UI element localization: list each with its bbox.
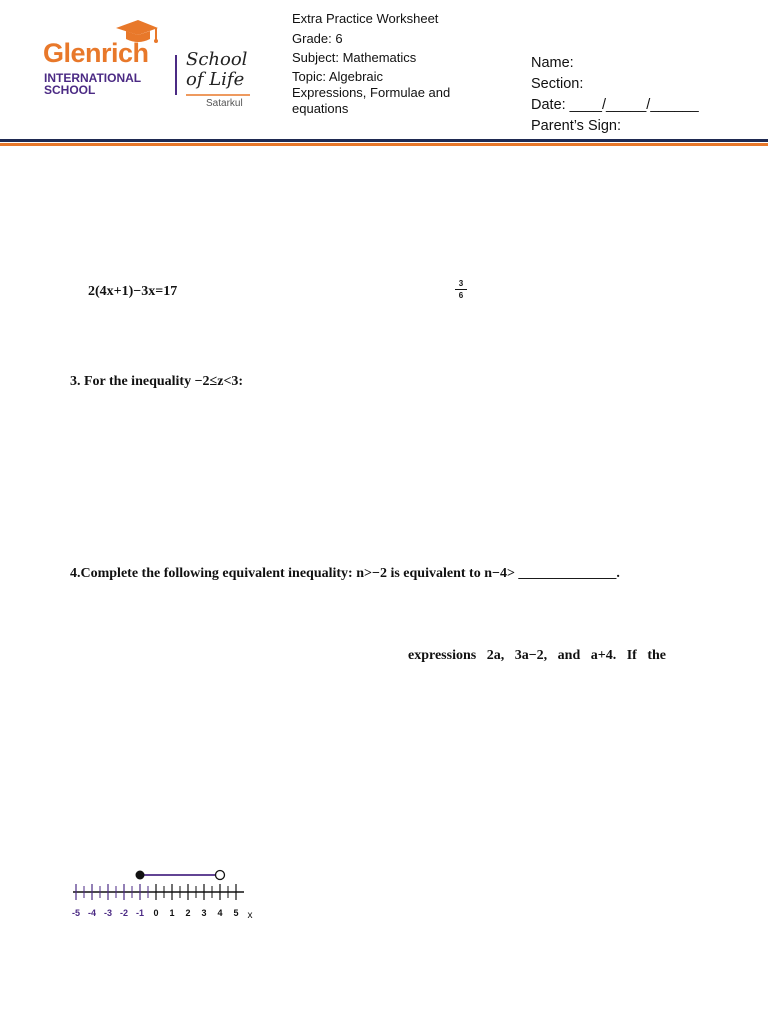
logo-divider [175,55,177,95]
number-line [66,862,266,924]
name-field: Name: [531,55,574,71]
fraction-numerator: 3 [458,279,464,288]
topic-line2: Expressions, Formulae and [292,85,451,100]
logo-brand-name: Glenrich [43,38,149,68]
topic-line3: equations [292,101,349,116]
number-line-tick-label: 3 [201,908,207,918]
number-line-tick-label: 2 [185,908,191,918]
number-line-tick-label: -3 [103,908,113,918]
number-line-tick-label: 1 [169,908,175,918]
number-line-axis-label: x [247,910,253,921]
question-4: 4.Complete the following equivalent inequality: n>−2 is equivalent to n−4> ______________. [70,566,620,581]
worksheet-title: Extra Practice Worksheet [292,11,439,26]
parent-sign-field: Parent’s Sign: [531,118,622,134]
question-5-fragment: expressions 2a, 3a−2, and a+4. If the [408,648,666,663]
fraction-bar [455,289,467,290]
question-3: 3. For the inequality −2≤z<3: [70,374,244,389]
grade-label: Grade: 6 [292,31,343,46]
topic-line1: Topic: Algebraic [292,69,384,84]
fraction-denominator: 6 [458,291,464,300]
number-line-tick-label: -2 [119,908,129,918]
logo-subtitle [44,72,141,96]
topic-label [292,69,450,117]
number-line-tick-label: -5 [71,908,81,918]
logo-subtitle-line1: INTERNATIONAL [44,71,142,85]
number-line-tick-label: 4 [217,908,223,918]
fraction [455,279,467,300]
number-line-tick-label: 5 [233,908,239,918]
logo-tagline-line2: of Life [186,69,245,90]
logo-subtitle-line2: SCHOOL [44,83,96,97]
subject-label: Subject: Mathematics [292,50,417,65]
number-line-tick-label: -4 [87,908,97,918]
logo-underline [186,93,250,97]
number-line-tick-label: 0 [153,908,159,918]
open-endpoint [216,871,225,880]
logo-tagline-line1: School [186,49,248,70]
number-line-tick-label: -1 [135,908,145,918]
logo-location: Satarkul [206,98,243,109]
equation-text: 2(4x+1)−3x=17 [88,284,178,299]
closed-endpoint [136,871,145,880]
date-field: Date: ____/_____/______ [531,97,699,113]
header-rule-navy [0,139,768,142]
section-field: Section: [531,76,584,92]
logo-tagline [186,50,247,90]
header-rule-orange [0,143,768,146]
